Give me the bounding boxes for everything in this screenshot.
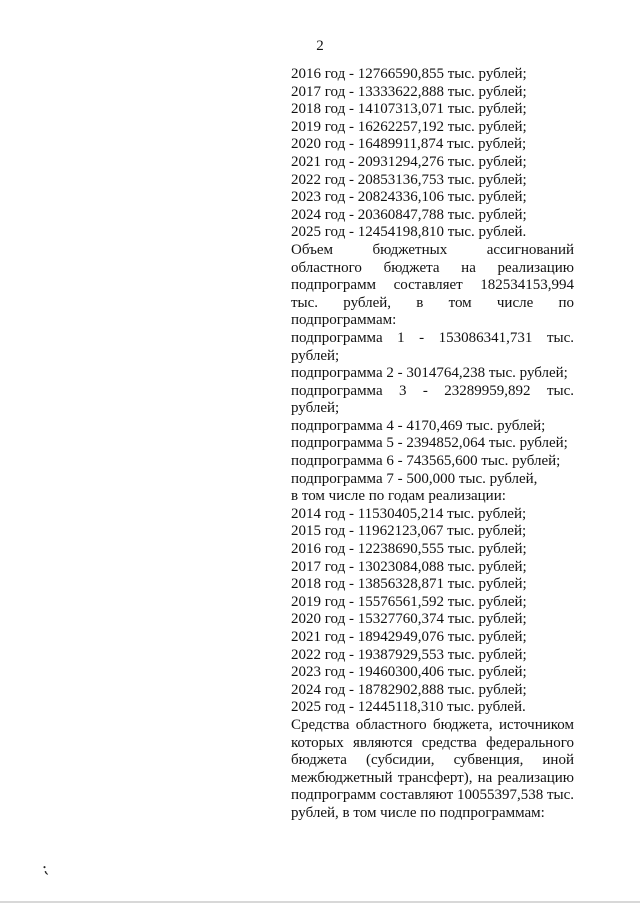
year-line: 2023 год - 20824336,106 тыс. рублей; — [291, 189, 527, 206]
year-line: 2023 год - 19460300,406 тыс. рублей; — [291, 664, 527, 681]
year-line: 2025 год - 12454198,810 тыс. рублей. — [291, 224, 527, 241]
year-line: 2015 год - 11962123,067 тыс. рублей; — [291, 523, 527, 540]
subprogram-line: подпрограмма 5 - 2394852,064 тыс. рублей; — [291, 435, 568, 452]
subprogram-line: подпрограмма 1 - 153086341,731 тыс. рублей; — [291, 329, 574, 364]
year-line: 2020 год - 16489911,874 тыс. рублей; — [291, 136, 527, 153]
year-line: 2016 год - 12766590,855 тыс. рублей; — [291, 66, 527, 82]
year-line: 2019 год - 16262257,192 тыс. рублей; — [291, 118, 527, 135]
year-line: 2018 год - 14107313,071 тыс. рублей; — [291, 101, 527, 118]
year-line: 2021 год - 18942949,076 тыс. рублей; — [291, 629, 527, 645]
subprogram-line: подпрограмма 6 - 743565,600 тыс. рублей; — [291, 453, 561, 470]
subprogram-line: подпрограмма 3 - 23289959,892 тыс. рублей; — [291, 382, 574, 417]
subprogram-line: подпрограмма 2 - 3014764,238 тыс. рублей; — [291, 365, 568, 382]
year-line: 2024 год - 20360847,788 тыс. рублей; — [291, 206, 527, 223]
year-line: 2025 год - 12445118,310 тыс. рублей. — [291, 699, 526, 716]
year-line: 2017 год - 13023084,088 тыс. рублей; — [291, 558, 527, 575]
page-bottom-edge — [0, 901, 640, 903]
year-line: 2016 год - 12238690,555 тыс. рублей; — [291, 541, 527, 558]
year-line: 2022 год - 20853136,753 тыс. рублей; — [291, 171, 527, 188]
year-line: 2021 год - 20931294,276 тыс. рублей; — [291, 153, 527, 170]
scan-mark-glyph: ⁏ — [40, 859, 50, 878]
subprogram-line: подпрограмма 4 - 4170,469 тыс. рублей; — [291, 417, 546, 434]
year-line: 2024 год - 18782902,888 тыс. рублей; — [291, 681, 527, 698]
by-years-intro: в том числе по годам реализации: — [291, 488, 506, 505]
page-number: 2 — [316, 38, 324, 54]
year-line: 2022 год - 19387929,553 тыс. рублей; — [291, 646, 527, 663]
year-line: 2020 год - 15327760,374 тыс. рублей; — [291, 611, 527, 628]
subprogram-line: подпрограмма 7 - 500,000 тыс. рублей, — [291, 470, 538, 487]
text-column — [291, 66, 574, 823]
federal-funds-paragraph: Средства областного бюджета, источником которых являются средства федерального бюджета (субсидии, субвенция, иной межбюджетный трансферт), на реализацию подпрограмм составляют 10055397,538 тыс. рублей, в том числе по подпрограммам: — [291, 716, 575, 821]
budget-paragraph: Объем бюджетных ассигнований областного бюджета на реализацию подпрограмм составляет 182534153,994 тыс. рублей, в том числе по подпрограммам: — [291, 241, 574, 329]
year-line: 2018 год - 13856328,871 тыс. рублей; — [291, 576, 527, 593]
year-line: 2014 год - 11530405,214 тыс. рублей; — [291, 505, 527, 522]
year-line: 2019 год - 15576561,592 тыс. рублей; — [291, 593, 527, 610]
year-line: 2017 год - 13333622,888 тыс. рублей; — [291, 83, 527, 100]
